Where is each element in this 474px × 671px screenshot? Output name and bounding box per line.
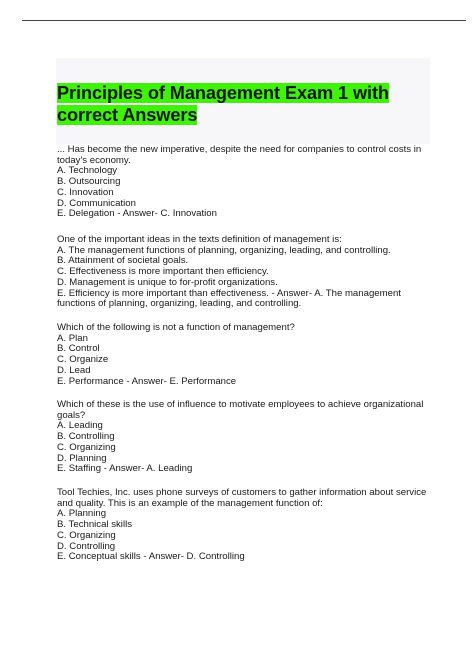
option-c: C. Effectiveness is more important then efficiency. xyxy=(57,266,269,278)
question-block-2 xyxy=(57,235,437,310)
title-line-1: Principles of Management Exam 1 with xyxy=(57,83,389,103)
question-text: Which of the following is not a function of management? xyxy=(57,322,295,333)
option-b: B. Attainment of societal goals. xyxy=(57,255,189,267)
option-d: D. Communication xyxy=(57,197,136,209)
option-a: A. Leading xyxy=(57,420,103,432)
question-block-4 xyxy=(57,400,437,475)
question-text: and quality. This is an example of the management function of: xyxy=(57,497,323,509)
question-text: Which of these is the use of influence to motivate employees to achieve organizational xyxy=(57,399,424,410)
question-block-3 xyxy=(57,323,437,387)
option-a: A. Technology xyxy=(57,165,118,177)
option-e-answer: E. Performance - Answer- E. Performance xyxy=(57,375,237,387)
title-line-2: correct Answers xyxy=(57,105,198,125)
option-b: B. Control xyxy=(57,343,100,355)
question-text: Tool Techies, Inc. uses phone surveys of customers to gather information about service xyxy=(57,487,427,498)
option-b: B. Outsourcing xyxy=(57,176,121,188)
page-title xyxy=(57,82,389,126)
option-d: D. Lead xyxy=(57,364,91,376)
question-text: ... Has become the new imperative, despite the need for companies to control costs in xyxy=(57,144,422,155)
question-text: today's economy. xyxy=(57,154,131,166)
option-d: D. Planning xyxy=(57,452,107,464)
option-a: A. The management functions of planning, organizing, leading, and controlling. xyxy=(57,244,391,256)
option-a: A. Plan xyxy=(57,332,88,344)
option-b: B. Controlling xyxy=(57,431,115,443)
option-e-answer: E. Conceptual skills - Answer- D. Controlling xyxy=(57,551,245,563)
option-c: C. Organizing xyxy=(57,529,116,541)
question-block-5 xyxy=(57,488,437,563)
option-e-answer: E. Staffing - Answer- A. Leading xyxy=(57,463,193,475)
option-d: D. Management is unique to for-profit organizations. xyxy=(57,276,278,288)
question-text: One of the important ideas in the texts definition of management is: xyxy=(57,234,342,245)
option-c: C. Organizing xyxy=(57,441,116,453)
option-b: B. Technical skills xyxy=(57,519,133,531)
option-c: C. Innovation xyxy=(57,186,114,198)
question-block-1 xyxy=(57,145,437,220)
option-a: A. Planning xyxy=(57,508,107,520)
option-c: C. Organize xyxy=(57,354,109,366)
option-e-answer: E. Efficiency is more important than effectiveness. - Answer- A. The management xyxy=(57,287,401,299)
top-rule xyxy=(22,20,466,21)
question-text: goals? xyxy=(57,409,86,421)
answer-continuation: functions of planning, organizing, leading, and controlling. xyxy=(57,298,302,310)
option-d: D. Controlling xyxy=(57,540,116,552)
option-e-answer: E. Delegation - Answer- C. Innovation xyxy=(57,208,217,220)
